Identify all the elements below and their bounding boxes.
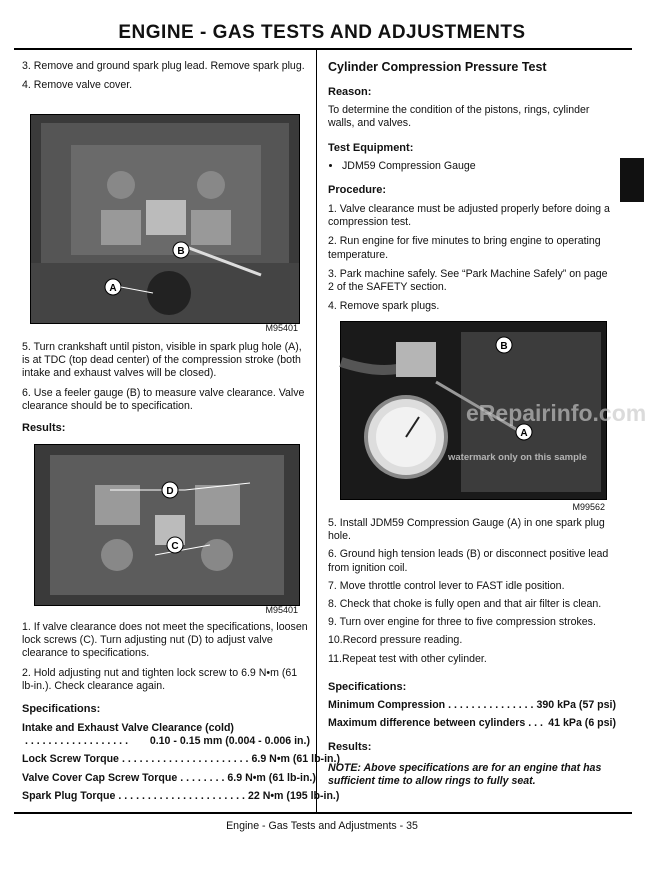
- reason-text: To determine the condition of the pistons, rings, cylinder walls, and valves.: [328, 104, 590, 130]
- valve-adjust-photo: [34, 444, 300, 606]
- label-b: B: [177, 246, 185, 257]
- adjust-step-2: 2. Hold adjusting nut and tighten lock screw to 6.9 N•m (61 lb-in.). Check clearance again.: [22, 666, 298, 692]
- column-divider: [316, 50, 317, 814]
- label-c: C: [171, 541, 179, 552]
- spec-intake-value: 0.10 - 0.15 mm (0.004 - 0.006 in.): [149, 735, 310, 748]
- photo3-caption: M99562: [572, 502, 605, 512]
- spec-lock-row: Lock Screw Torque . . . . . . . . . . . . . . . . . . . . . . 6.9 N•m (61 lb-in.): [22, 753, 340, 766]
- left-steps-top: [22, 60, 310, 92]
- label-b-gauge: B: [500, 341, 508, 352]
- procedure-step-9: 9. Turn over engine for three to five compression strokes.: [328, 616, 596, 629]
- spec-plug-value: 22 N•m (195 lb-in.): [247, 789, 340, 802]
- procedure-step-8: 8. Check that choke is fully open and that air filter is clean.: [328, 598, 602, 611]
- step-3: 3. Remove and ground spark plug lead. Remove spark plug.: [22, 60, 305, 72]
- spec-diff-row: Maximum difference between cylinders . . . 41 kPa (6 psi): [328, 717, 616, 730]
- spec-diff-value: 41 kPa (6 psi): [548, 717, 616, 730]
- results-heading-left: Results:: [22, 422, 66, 434]
- procedure-step-10: 10.Record pressure reading.: [328, 634, 463, 647]
- adjust-step-1: 1. If valve clearance does not meet the specifications, loosen lock screws (C). Turn adjusting nut (D) to adjust valve clearance to specifications.: [22, 621, 308, 660]
- spec-diff-label: Maximum difference between cylinders: [328, 717, 526, 730]
- step-5: 5. Turn crankshaft until piston, visible in spark plug hole (A), is at TDC (top dead center) of the compression stroke (both intake and exhaust valves will be closed).: [22, 341, 302, 380]
- valve-cover-photo: [30, 114, 300, 324]
- spec-min-label: Minimum Compression: [328, 699, 446, 711]
- right-specs: [328, 699, 616, 730]
- label-a: A: [109, 283, 117, 294]
- spec-plug-label: Spark Plug Torque: [22, 789, 116, 802]
- procedure-step-5: 5. Install JDM59 Compression Gauge (A) in one spark plug hole.: [328, 517, 605, 543]
- specs-heading-left: Specifications:: [22, 703, 101, 715]
- results-heading-right: Results:: [328, 741, 372, 753]
- spec-intake-value-row: . . . . . . . . . . . . . . . . . . 0.10 - 0.15 mm (0.004 - 0.006 in.): [25, 735, 310, 748]
- label-a-gauge: A: [520, 428, 528, 439]
- procedure-list-a: [328, 203, 613, 313]
- spec-lock-label: Lock Screw Torque: [22, 753, 119, 766]
- spec-plug-row: Spark Plug Torque . . . . . . . . . . . . . . . . . . . . . . 22 N•m (195 lb-in.): [22, 789, 340, 802]
- procedure-step-3: 3. Park machine safely. See “Park Machine Safely” on page 2 of the SAFETY section.: [328, 267, 608, 294]
- procedure-list-b: [328, 517, 613, 666]
- reason-heading: Reason:: [328, 86, 372, 98]
- results-note: NOTE: Above specifications are for an engine that has sufficient time to allow rings to fully seat.: [328, 762, 602, 788]
- spec-min-value: 390 kPa (57 psi): [536, 699, 616, 711]
- section-title: Cylinder Compression Pressure Test: [328, 60, 547, 74]
- spec-intake-label-row: [22, 722, 310, 735]
- section-tab: [620, 158, 644, 202]
- step-6: 6. Use a feeler gauge (B) to measure valve clearance. Valve clearance should be to specification.: [22, 386, 305, 412]
- photo1-caption: M95401: [265, 323, 298, 333]
- equipment-heading: Test Equipment:: [328, 142, 414, 154]
- page-footer: Engine - Gas Tests and Adjustments - 35: [226, 820, 418, 832]
- procedure-step-2: 2. Run engine for five minutes to bring engine to operating temperature.: [328, 235, 601, 261]
- procedure-step-4: 4. Remove spark plugs.: [328, 300, 440, 313]
- step-4: 4. Remove valve cover.: [22, 79, 133, 92]
- spec-min-row: Minimum Compression . . . . . . . . . . . . . . . 390 kPa (57 psi): [328, 699, 616, 711]
- header-rule: [14, 48, 632, 50]
- footer-rule: [14, 812, 632, 814]
- left-steps-bottom: [22, 621, 310, 693]
- procedure-step-7: 7. Move throttle control lever to FAST idle position.: [328, 579, 565, 592]
- label-d: D: [166, 486, 174, 497]
- spec-intake-label: Intake and Exhaust Valve Clearance (cold): [22, 722, 234, 734]
- watermark-note: watermark only on this sample: [448, 452, 587, 463]
- watermark-site: eRepairinfo.com: [466, 400, 646, 426]
- specs-heading-right: Specifications:: [328, 681, 407, 693]
- procedure-heading: Procedure:: [328, 184, 387, 196]
- spec-lock-value: 6.9 N•m (61 lb-in.): [251, 753, 340, 766]
- spec-cover-label: Valve Cover Cap Screw Torque: [22, 771, 178, 784]
- left-specs: [22, 722, 340, 803]
- equipment-item: • JDM59 Compression Gauge: [342, 160, 622, 173]
- procedure-step-6: 6. Ground high tension leads (B) or disconnect positive lead from ignition coil.: [328, 548, 609, 574]
- spec-cover-value: 6.9 N•m (61 lb-in.): [227, 771, 316, 784]
- procedure-step-11: 11.Repeat test with other cylinder.: [328, 652, 487, 665]
- photo2-caption: M95401: [265, 605, 298, 615]
- page-title: ENGINE - GAS TESTS AND ADJUSTMENTS: [118, 22, 526, 43]
- spec-cover-row: Valve Cover Cap Screw Torque . . . . . . . . 6.9 N•m (61 lb-in.): [22, 771, 316, 784]
- equipment-list: [328, 160, 622, 173]
- procedure-step-1: 1. Valve clearance must be adjusted properly before doing a compression test.: [328, 203, 610, 229]
- left-steps-mid: [22, 341, 310, 413]
